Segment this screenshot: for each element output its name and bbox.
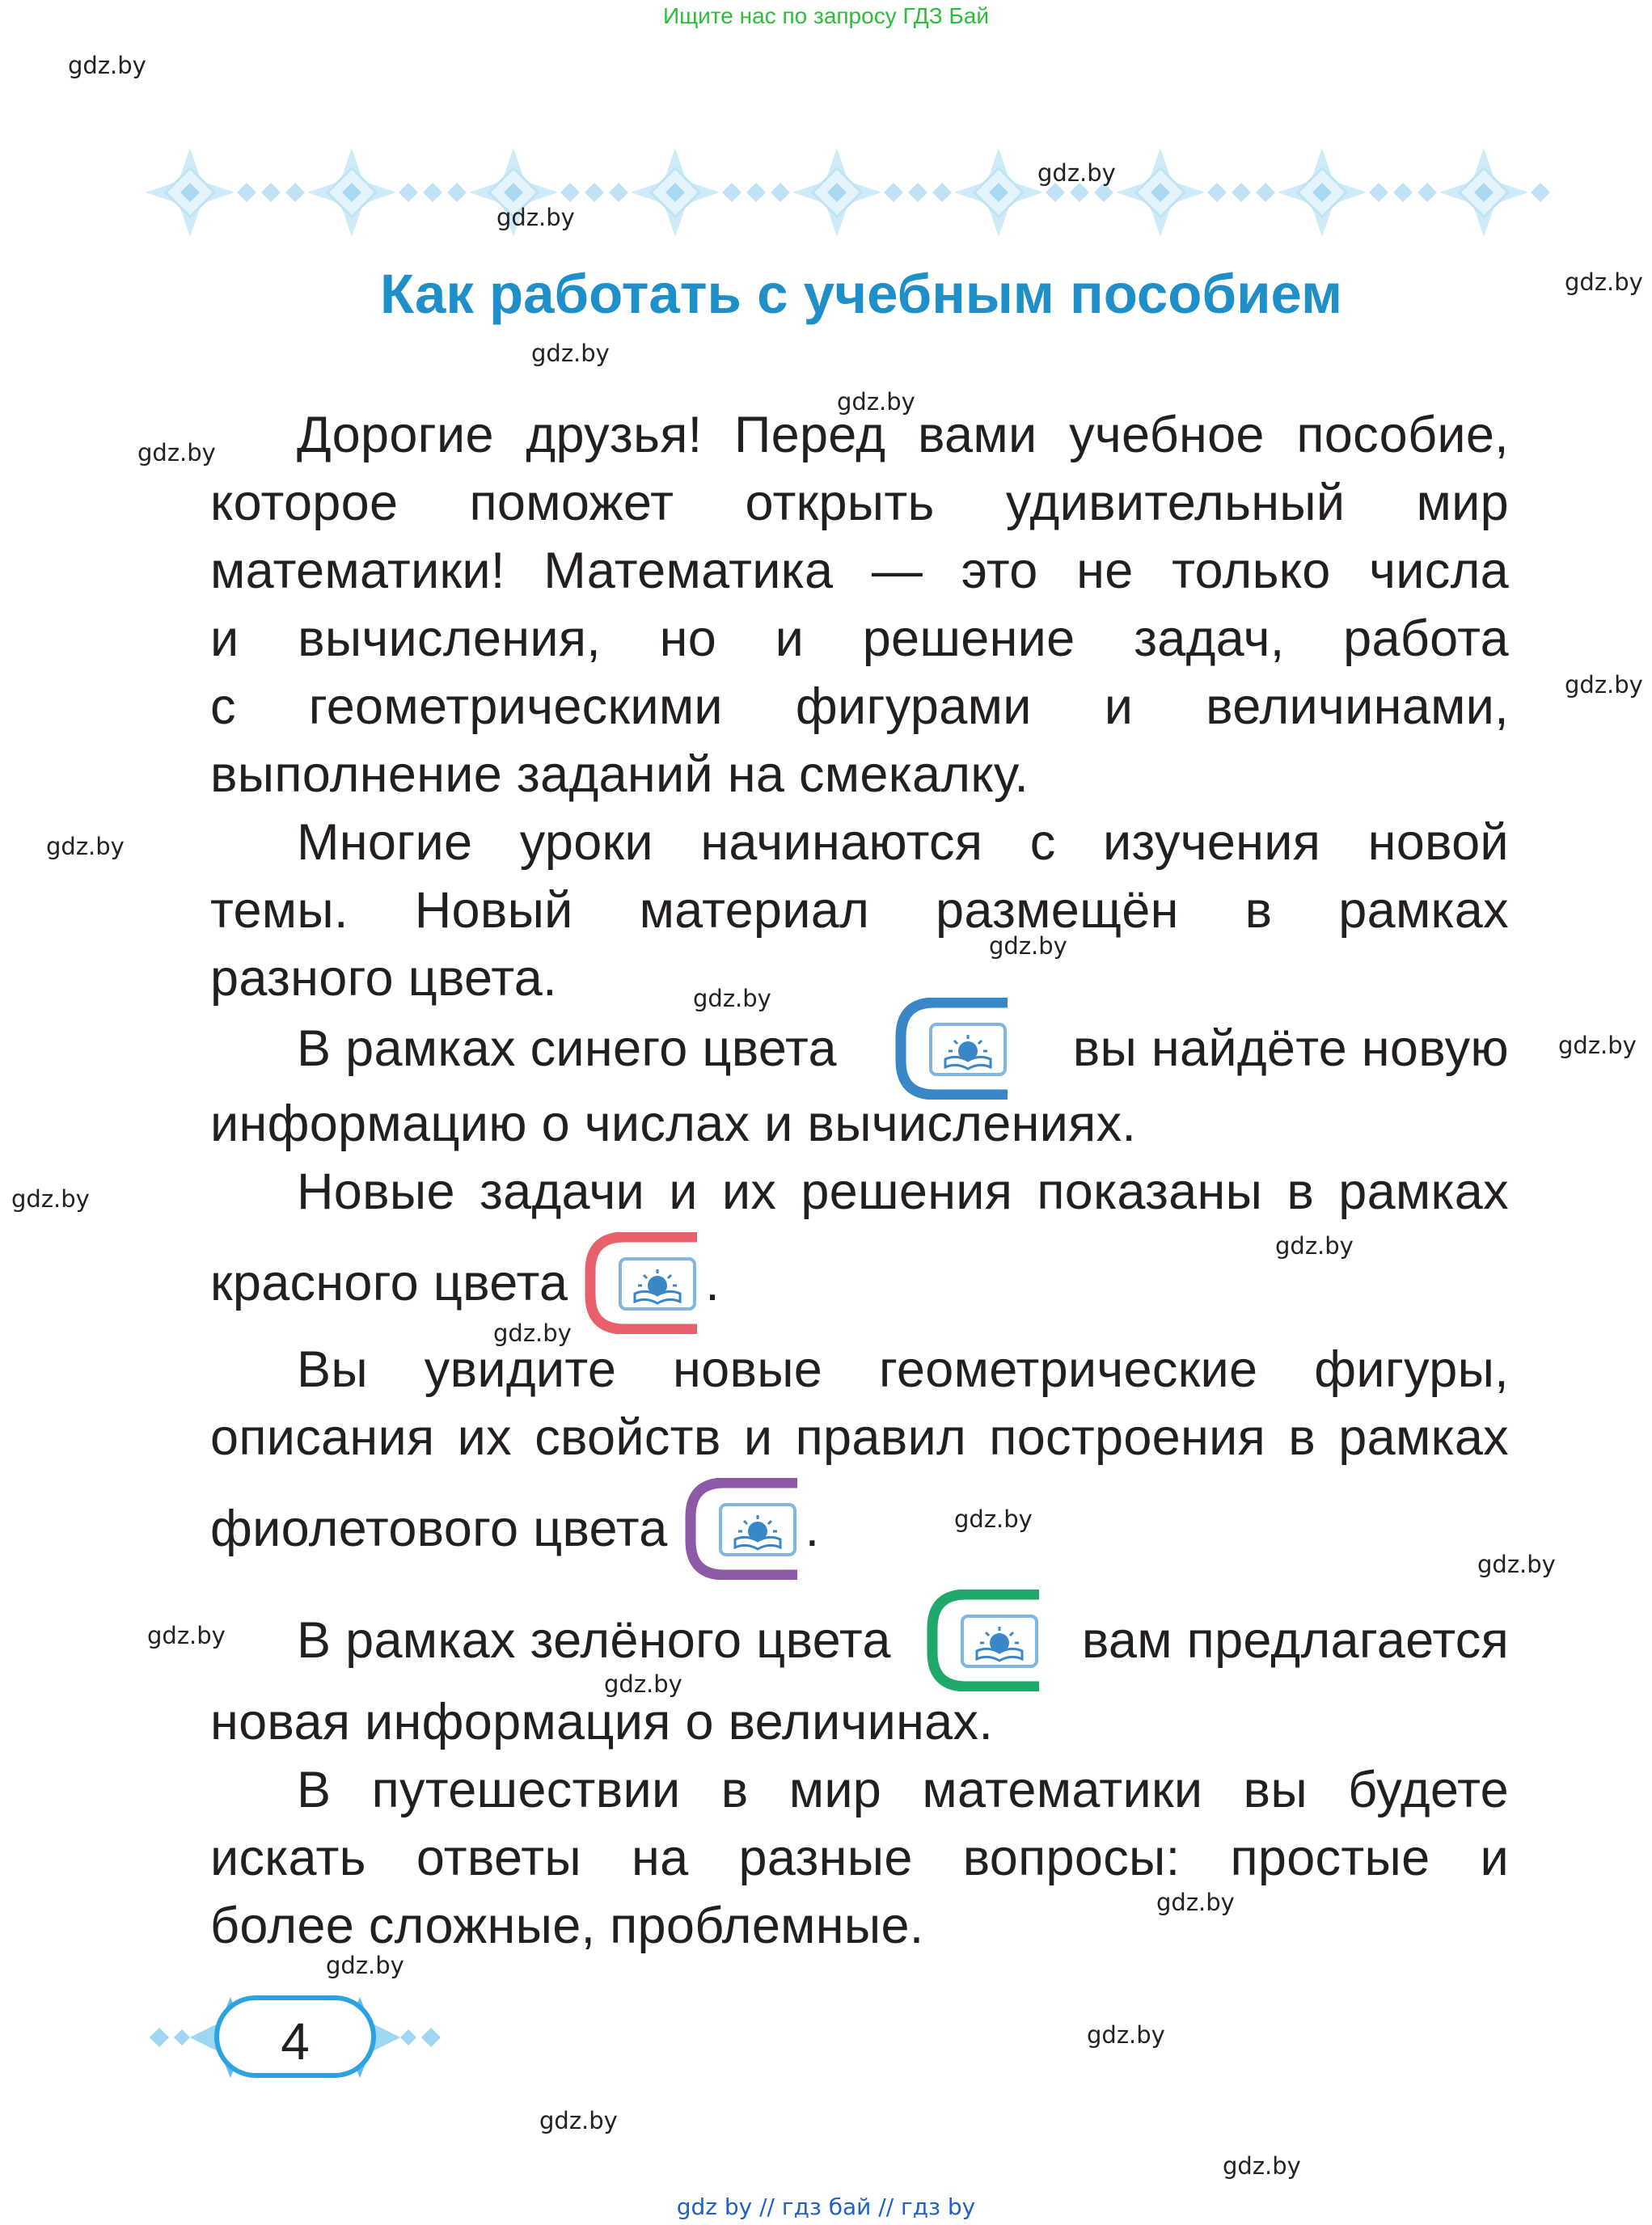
word: Многие xyxy=(297,814,473,871)
text-line: выполнение заданий на смекалку. xyxy=(210,746,1029,803)
word: Новый xyxy=(414,882,573,939)
word: которое xyxy=(210,475,399,531)
word: свойств xyxy=(534,1409,721,1466)
ornament-band xyxy=(142,136,1597,249)
word: Вы xyxy=(297,1341,368,1398)
word: — xyxy=(871,543,923,599)
word: математики xyxy=(922,1762,1203,1818)
word: размещён xyxy=(936,882,1179,939)
green-frame-icon xyxy=(926,1590,1047,1691)
text-fragment: . xyxy=(705,1255,720,1311)
word: в xyxy=(1287,1163,1315,1220)
text-fragment: вам предлагается xyxy=(1081,1612,1509,1669)
word: решения xyxy=(801,1163,1013,1220)
text-line xyxy=(210,673,1509,741)
word: ответы xyxy=(416,1830,581,1886)
watermark: gdz.by xyxy=(1565,671,1643,699)
word: числа xyxy=(1369,543,1509,599)
watermark: gdz.by xyxy=(1037,159,1116,187)
text-line xyxy=(210,469,1509,537)
text-line xyxy=(210,809,1509,876)
watermark: gdz.by xyxy=(46,833,125,860)
watermark: gdz.by xyxy=(989,932,1067,960)
watermark: gdz.by xyxy=(326,1952,404,1979)
word: увидите xyxy=(424,1341,617,1398)
word: но xyxy=(659,610,717,667)
watermark: gdz.by xyxy=(137,439,216,467)
word: простые xyxy=(1230,1830,1430,1886)
word: друзья! xyxy=(526,407,703,463)
watermark: gdz.by xyxy=(493,1319,572,1347)
word: их xyxy=(457,1409,512,1466)
word: начинаются xyxy=(700,814,983,871)
page-number: 4 xyxy=(214,1995,376,2078)
text-fragment: фиолетового цвета xyxy=(210,1501,668,1557)
watermark: gdz.by xyxy=(496,204,575,231)
text-line: новая информация о величинах. xyxy=(210,1694,994,1750)
text-line xyxy=(210,1158,1509,1226)
word: темы. xyxy=(210,882,349,939)
text-line xyxy=(210,1756,1509,1824)
word: математики! xyxy=(210,543,505,599)
word: фигуры, xyxy=(1314,1341,1509,1398)
word: новые xyxy=(673,1341,823,1398)
text-fragment: вы найдёте новую xyxy=(1072,1020,1509,1077)
watermark: gdz.by xyxy=(68,52,146,79)
watermark: gdz.by xyxy=(1156,1889,1235,1916)
word: и xyxy=(210,610,239,667)
word: мир xyxy=(1416,475,1509,531)
text-line xyxy=(210,537,1509,605)
text-line xyxy=(210,1336,1509,1404)
word: вычисления, xyxy=(298,610,602,667)
watermark: gdz.by xyxy=(531,340,610,367)
header-note[interactable]: Ищите нас по запросу ГДЗ Бай xyxy=(662,3,990,28)
word: геометрическими xyxy=(308,678,723,735)
text-line xyxy=(210,876,1509,944)
text-line: информацию о числах и вычислениях. xyxy=(210,1096,1137,1152)
purple-frame-icon xyxy=(684,1478,805,1580)
watermark: gdz.by xyxy=(1565,268,1643,296)
word: их xyxy=(721,1163,777,1220)
watermark: gdz.by xyxy=(539,2107,618,2134)
word: работа xyxy=(1343,610,1509,667)
word: задач, xyxy=(1134,610,1285,667)
text-fragment: . xyxy=(805,1501,820,1557)
word: описания xyxy=(210,1409,435,1466)
watermark: gdz.by xyxy=(604,1670,682,1698)
watermark: gdz.by xyxy=(1558,1032,1637,1059)
watermark: gdz.by xyxy=(1223,2152,1301,2180)
word: уроки xyxy=(519,814,653,871)
word: поможет xyxy=(469,475,674,531)
word: вопросы: xyxy=(962,1830,1181,1886)
word: путешествии xyxy=(371,1762,681,1818)
word: материал xyxy=(639,882,870,939)
word: на xyxy=(632,1830,689,1886)
word: открыть xyxy=(745,475,935,531)
blue-frame-line xyxy=(210,996,1509,1101)
watermark: gdz.by xyxy=(11,1185,90,1213)
text-fragment: В рамках зелёного цвета xyxy=(297,1612,891,1669)
watermark: gdz.by xyxy=(1477,1551,1556,1578)
word: задачи xyxy=(479,1163,645,1220)
word: пособие, xyxy=(1296,407,1509,463)
word: только xyxy=(1172,543,1331,599)
text-line xyxy=(210,605,1509,673)
red-frame-icon xyxy=(584,1232,705,1334)
word: в xyxy=(1244,882,1273,939)
word: в xyxy=(720,1762,749,1818)
word: Перед xyxy=(734,407,886,463)
word: изучения xyxy=(1102,814,1321,871)
word: это xyxy=(961,543,1038,599)
word: искать xyxy=(210,1830,366,1886)
text-fragment: В рамках синего цвета xyxy=(297,1020,837,1077)
text-line xyxy=(210,1824,1509,1892)
word: геометрические xyxy=(879,1341,1258,1398)
page-title: Как работать с учебным пособием xyxy=(379,263,1342,325)
word: и xyxy=(669,1163,698,1220)
word: учебное xyxy=(1069,407,1265,463)
word: Дорогие xyxy=(297,407,494,463)
blue-frame-icon xyxy=(894,998,1016,1100)
word: удивительный xyxy=(1005,475,1346,531)
word: фигурами xyxy=(795,678,1032,735)
word: решение xyxy=(862,610,1075,667)
text-fragment: красного цвета xyxy=(210,1255,568,1311)
word: в xyxy=(1288,1409,1316,1466)
word: и xyxy=(1480,1830,1509,1886)
word: вами xyxy=(917,407,1037,463)
word: и xyxy=(775,610,805,667)
word: рамках xyxy=(1338,882,1509,939)
text-line: разного цвета. xyxy=(210,950,557,1007)
word: разные xyxy=(738,1830,913,1886)
word: Математика xyxy=(543,543,834,599)
text-line: более сложные, проблемные. xyxy=(210,1898,924,1954)
word: с xyxy=(210,678,236,735)
footer-note[interactable]: gdz by // гдз бай // гдз by xyxy=(676,2193,976,2220)
word: величинами, xyxy=(1206,678,1509,735)
word: Новые xyxy=(297,1163,455,1220)
watermark: gdz.by xyxy=(954,1505,1033,1533)
watermark: gdz.by xyxy=(693,985,771,1012)
word: будете xyxy=(1348,1762,1509,1818)
word: мир xyxy=(788,1762,882,1818)
word: и xyxy=(1104,678,1134,735)
purple-frame-line xyxy=(210,1476,1509,1581)
word: с xyxy=(1029,814,1056,871)
watermark: gdz.by xyxy=(147,1622,226,1649)
watermark: gdz.by xyxy=(1087,2021,1165,2049)
word: не xyxy=(1076,543,1134,599)
watermark: gdz.by xyxy=(837,388,915,416)
word: новой xyxy=(1367,814,1509,871)
word: правил xyxy=(795,1409,967,1466)
word: построения xyxy=(989,1409,1265,1466)
word: В xyxy=(297,1762,332,1818)
word: и xyxy=(743,1409,773,1466)
word: рамках xyxy=(1338,1409,1509,1466)
word: рамках xyxy=(1338,1163,1509,1220)
watermark: gdz.by xyxy=(1275,1232,1354,1260)
word: вы xyxy=(1243,1762,1308,1818)
green-frame-line xyxy=(210,1588,1509,1693)
text-line xyxy=(210,1404,1509,1471)
word: показаны xyxy=(1037,1163,1263,1220)
